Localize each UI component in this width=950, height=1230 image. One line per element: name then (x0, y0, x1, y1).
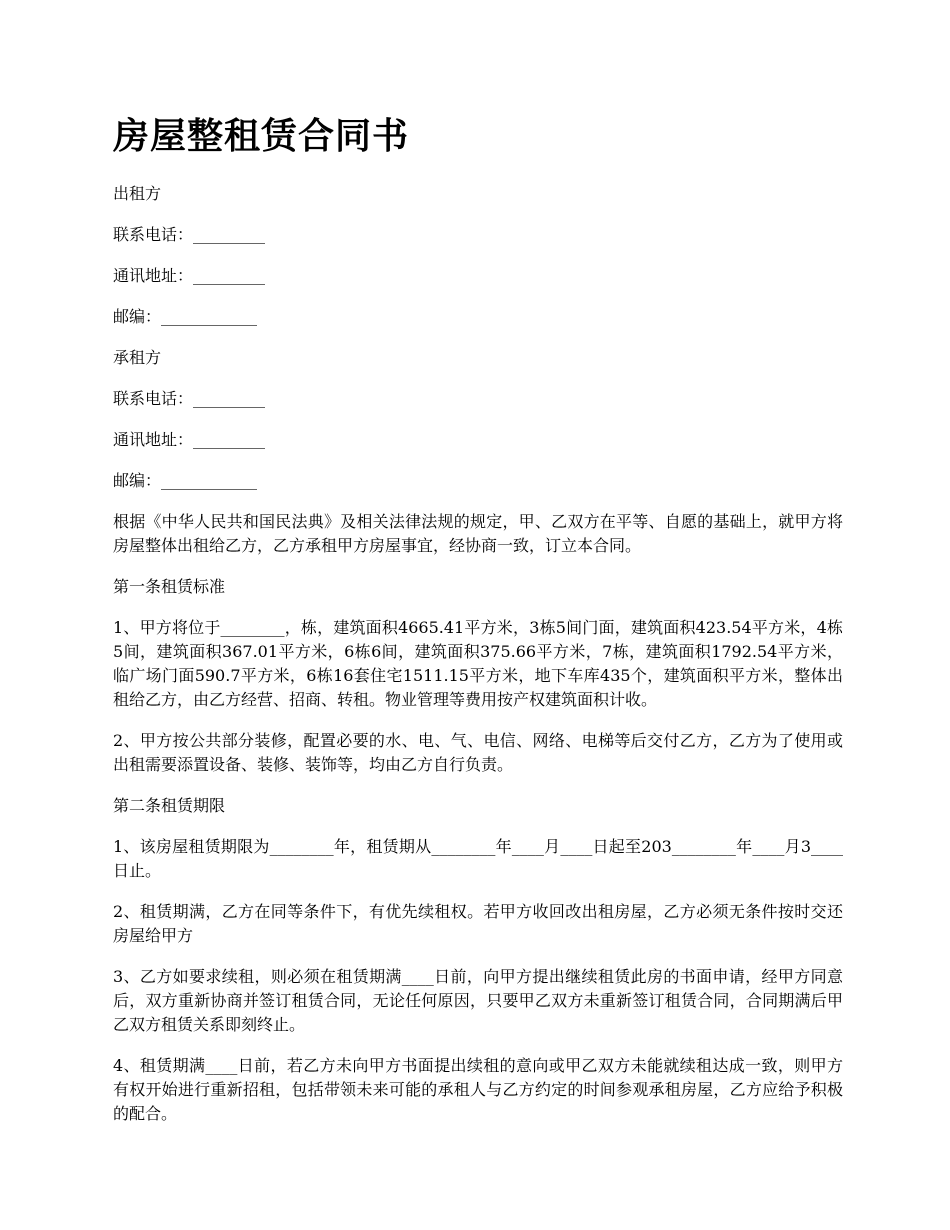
article2-heading: 第二条租赁期限 (113, 796, 226, 815)
lessee-address: 通讯地址：_________ (113, 430, 266, 449)
article1-heading: 第一条租赁标准 (113, 577, 226, 596)
preamble-paragraph: 根据《中华人民共和国民法典》及相关法律法规的规定，甲、乙双方在平等、自愿的基础上，就甲方将房屋整体出租给乙方，乙方承租甲方房屋事宜，经协商一致，订立本合同。 (113, 512, 843, 555)
lessee-phone: 联系电话：_________ (113, 389, 266, 408)
document-title: 房屋整租赁合同书 (113, 115, 410, 157)
lessor-postcode: 邮编：____________ (113, 307, 258, 326)
lessee-postcode: 邮编：____________ (113, 471, 258, 490)
lessor-heading: 出租方 (113, 184, 162, 203)
lessee-heading: 承租方 (113, 348, 162, 367)
contract-document (113, 110, 843, 1143)
lessor-phone: 联系电话：_________ (113, 225, 266, 244)
article2-item1: 1、该房屋租赁期限为________年，租赁期从________年____月____日起至203________年____月3____日止。 (113, 837, 843, 880)
article2-item4: 4、租赁期满____日前，若乙方未向甲方书面提出续租的意向或甲乙双方未能就续租达成一致，则甲方有权开始进行重新招租，包括带领未来可能的承租人与乙方约定的时间参观承租房屋，乙方应给予积极的配合。 (113, 1056, 843, 1123)
article2-item2: 2、租赁期满，乙方在同等条件下，有优先续租权。若甲方收回改出租房屋，乙方必须无条件按时交还房屋给甲方 (113, 902, 843, 945)
lessor-address: 通讯地址：_________ (113, 266, 266, 285)
article2-item3: 3、乙方如要求续租，则必须在租赁期满____日前，向甲方提出继续租赁此房的书面申请，经甲方同意后，双方重新协商并签订租赁合同，无论任何原因，只要甲乙双方未重新签订租赁合同，合同期满后甲乙双方租赁关系即刻终止。 (113, 967, 843, 1034)
article1-item2: 2、甲方按公共部分装修，配置必要的水、电、气、电信、网络、电梯等后交付乙方，乙方为了使用或出租需要添置设备、装修、装饰等，均由乙方自行负责。 (113, 731, 843, 774)
article1-item1: 1、甲方将位于________，栋，建筑面积4665.41平方米，3栋5间门面，建筑面积423.54平方米，4栋5间，建筑面积367.01平方米，6栋6间，建筑面积375.66平方米，7栋，建筑面积1792.54平方米，临广场门面590.7平方米，6栋16套住宅1511.15平方米，地下车库435个，建筑面积平方米，整体出租给乙方，由乙方经营、招商、转租。物业管理等费用按产权建筑面积计收。 (113, 618, 843, 709)
